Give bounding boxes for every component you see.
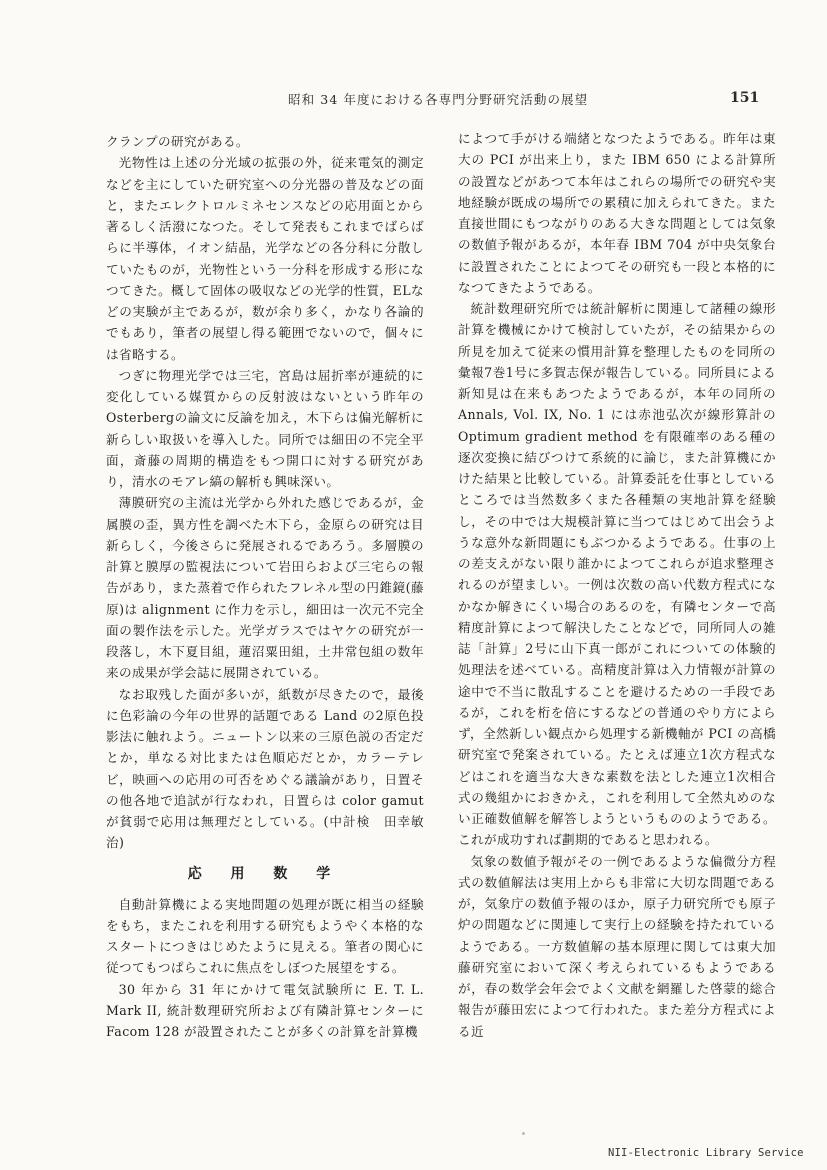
- paragraph: つぎに物理光学では三宅，宮島は屈折率が連続的に変化している媒質からの反射波はないという昨年のOsterbergの論文に反論を加え，木下らは偏光解析に新らしい取扱いを導入した。同所では細田の不完全平面，斎藤の周期的構造をもつ開口に対する研究があり，清水のモアレ縞の解析も興味深い。: [106, 367, 424, 489]
- right-column: [458, 128, 776, 1042]
- paragraph: クランプの研究がある。: [106, 134, 249, 149]
- paragraph: 統計数理研究所では統計解析に関連して諸種の線形計算を機械にかけて検討していたが，その結果からの所見を加えて従来の慣用計算を整理したものを同所の彙報7巻1号に多賀志保が報告している。同所員による新知見は在来もあつたようであるが，本年の同所の Annals, Vol. IX, No. 1 には赤池弘次が線形算計の Optimum gradient method を有限確率のある種の逐次変換に結びつけて系統的に論じ，また計算機にかけた結果と比較している。計算委託を仕事としているところでは当然数多くまた各種類の実地計算を経験し，その中では大規模計算に当つてはじめて出会うような意外な新問題にもぶつかるようである。仕事の上の差支えがない限り誰かによつてこれらが追求整理されるのが望ましい。一例は次数の高い代数方程式になかなか解きにくい場合のあるのを，有隣センターで高精度計算によつて解決したことなどで，同所同人の雑誌「計算」2号に山下真一郎がこれについての体験的処理法を述べている。高精度計算は入力情報が計算の途中で不当に散乱することを避けるための一手段であるが，これを桁を倍にするなどの普通のやり方によらず，全然新しい観点から処理する新機軸が PCI の高橋研究室で発案されている。たとえば連立1次方程式などはこれを適当な大きな素数を法とした連立1次相合式の幾組かにおきかえ，これを利用して全然丸めのない正確数値解を解答しようというもののようである。これが成功すれば劃期的であると思われる。: [458, 301, 776, 848]
- running-title: 昭和 34 年度における各専門分野研究活動の展望: [288, 92, 589, 107]
- paragraph: なお取残した面が多いが，紙数が尽きたので，最後に色彩論の今年の世界的話題である Land の2原色投影法に触れよう。ニュートン以来の三原色説の否定だとか，単なる対比または色順応だとか，カラーテレビ，映画への応用の可否をめぐる議論があり，日置その他各地で追試が行なわれ，日置らは color gamut が貧弱で応用は無理だとしている。(中計検 田幸敏治): [106, 686, 424, 851]
- scan-speck: [522, 1132, 525, 1135]
- paragraph: 30 年から 31 年にかけて電気試験所に E. T. L. Mark II, 統計数理研究所および有隣計算センターに Facom 128 が設置されたことが多くの計算を計算機: [106, 981, 424, 1039]
- paragraph: 光物性は上述の分光域の拡張の外，従来電気的測定などを主にしていた研究室への分光器の普及などの面と，またエレクトロルミネセンスなどの応用面とから著るしく活潑になつた。そして発表もこれまでばらばらに半導体，イオン結晶，光学などの各分科に分散していたものが，光物性という一分科を形成する形になつてきた。概して固体の吸収などの光学的性質，ELなどの実験が主であるが，数が余り多く，かなり各論的でもあり，筆者の展望し得る範囲でないので，個々には省略する。: [106, 155, 424, 362]
- footer-watermark: NII-Electronic Library Service: [608, 1147, 804, 1159]
- page-number: 151: [730, 90, 760, 106]
- left-column: [106, 131, 424, 1042]
- running-header: [0, 90, 827, 112]
- paragraph: 薄膜研究の主流は光学から外れた感じであるが，金属膜の歪，異方性を調べた木下ら，金原らの研究は目新らしく，今後さらに発展されるであろう。多層膜の計算と膜厚の監視法について岩田らおよび三宅らの報告があり，また蒸着で作られたフレネル型の円錐鏡(藤原)は alignment に作力を示し，細田は一次元不完全面の製作法を示した。光学ガラスではヤケの研究が一段落し，木下夏目組，蓮沼粟田組，土井常包組の数年来の成果が学会誌に展開されている。: [106, 495, 424, 681]
- paragraph: 気象の数値予報がその一例であるような偏微分方程式の数値解法は実用上からも非常に大切な問題であるが，気象庁の数値予報のほか，原子力研究所でも原子炉の問題などに関連して実行上の経験を持たれているようである。一方数値解の基本原理に関しては東大加藤研究室において深く考えられているもようであるが，春の数学会年会でよく文献を網羅した啓蒙的総合報告が藤田宏によつて行われた。また差分方程式による近: [458, 853, 776, 1039]
- section-heading: 応 用 数 学: [187, 865, 343, 882]
- paragraph: によつて手がける端緒となつたようである。昨年は東大の PCI が出来上り，また IBM 650 による計算所の設置などがあつて本年はこれらの場所での研究や実地経験が既成の場所での累積に加えられてきた。また直接世間にもつながりのある大きな問題としては気象の数値予報があるが，本年春 IBM 704 が中央気象台に設置されたことによつてその研究も一段と本格的になつてきたようである。: [458, 131, 776, 295]
- paragraph: 自動計算機による実地問題の処理が既に相当の経験をもち，またこれを利用する研究もようやく本格的なスタートにつきはじめたように見える。筆者の関心に従つてもつぱらこれに焦点をしぼつた展望をする。: [106, 896, 424, 976]
